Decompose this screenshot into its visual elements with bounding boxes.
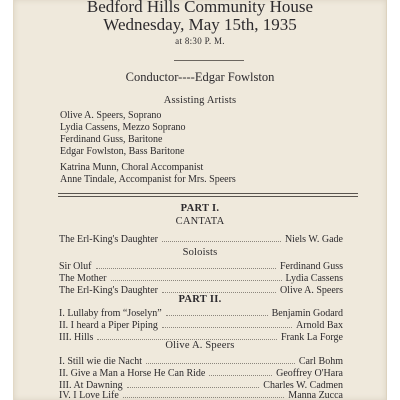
- singer-name: Lydia Cassens: [285, 273, 343, 284]
- dot-leader: [111, 272, 282, 281]
- dot-leader: [162, 319, 292, 328]
- composer-name: Frank La Forge: [280, 332, 343, 343]
- program-row: [59, 319, 343, 331]
- artist-item: Edgar Fowlston, Bass Baritone: [60, 146, 185, 157]
- dot-leader: [123, 389, 285, 398]
- assisting-artists-heading: Assisting Artists: [163, 95, 237, 106]
- composer-name: Niels W. Gade: [284, 234, 343, 245]
- piece-title: I. Lullaby from “Joselyn”: [59, 308, 162, 319]
- short-divider: [174, 60, 244, 61]
- role-name: The Mother: [59, 273, 107, 284]
- dot-leader: [166, 307, 268, 316]
- part-1-heading: PART I.: [180, 203, 220, 214]
- composer-name: Manna Zucca: [288, 390, 343, 400]
- piece-title: II. I heard a Piper Piping: [59, 320, 158, 331]
- venue-title: Bedford Hills Community House: [86, 0, 314, 16]
- accompanist-item: Katrina Munn, Choral Accompanist: [60, 162, 204, 173]
- piece-title: III. Hills: [59, 332, 94, 343]
- event-time: at 8:30 P. M.: [175, 36, 225, 46]
- artist-item: Olive A. Speers, Soprano: [60, 110, 162, 121]
- dot-leader: [96, 260, 276, 269]
- composer-name: Benjamin Godard: [271, 308, 343, 319]
- composer-name: Geoffrey O'Hara: [276, 368, 343, 379]
- program-sheet: [13, 0, 387, 400]
- piece-title: IV. I Love Life: [59, 390, 119, 400]
- composer-name: Carl Bohm: [298, 356, 343, 367]
- program-row: [59, 367, 343, 379]
- artist-item: Lydia Cassens, Mezzo Soprano: [60, 122, 186, 133]
- part-2-heading: PART II.: [178, 294, 222, 305]
- piece-title: I. Still wie die Nacht: [59, 356, 143, 367]
- singer-name: Olive A. Speers: [279, 285, 343, 296]
- composer-name: Arnold Bax: [296, 320, 343, 331]
- dot-leader: [127, 379, 260, 388]
- program-row: [59, 307, 343, 319]
- dot-leader: [146, 355, 295, 364]
- artist-item: Ferdinand Guss, Baritone: [60, 134, 163, 145]
- soloist-row: [59, 260, 343, 272]
- program-row: [59, 355, 343, 367]
- performer-heading: Olive A. Speers: [165, 340, 235, 351]
- singer-name: Ferdinand Guss: [279, 261, 343, 272]
- dot-leader: [162, 233, 281, 242]
- dot-leader: [209, 367, 272, 376]
- section-divider: [58, 193, 358, 197]
- event-date: Wednesday, May 15th, 1935: [103, 15, 297, 34]
- dot-leader: [97, 331, 277, 340]
- accompanist-item: Anne Tindale, Accompanist for Mrs. Speers: [60, 174, 236, 185]
- piece-title: III. At Dawning: [59, 380, 123, 391]
- dot-leader: [162, 284, 276, 293]
- composer-name: Charles W. Cadmen: [263, 380, 343, 391]
- piece-title: The Erl-King's Daughter: [59, 234, 158, 245]
- piece-title: II. Give a Man a Horse He Can Ride: [59, 368, 206, 379]
- role-name: The Erl-King's Daughter: [59, 285, 158, 296]
- cantata-heading: CANTATA: [175, 216, 225, 227]
- role-name: Sir Oluf: [59, 261, 92, 272]
- program-row: [59, 389, 343, 400]
- program-row: [59, 233, 343, 245]
- soloists-heading: Soloists: [182, 247, 218, 258]
- soloist-row: [59, 272, 343, 284]
- conductor-line: Conductor----Edgar Fowlston: [125, 70, 275, 84]
